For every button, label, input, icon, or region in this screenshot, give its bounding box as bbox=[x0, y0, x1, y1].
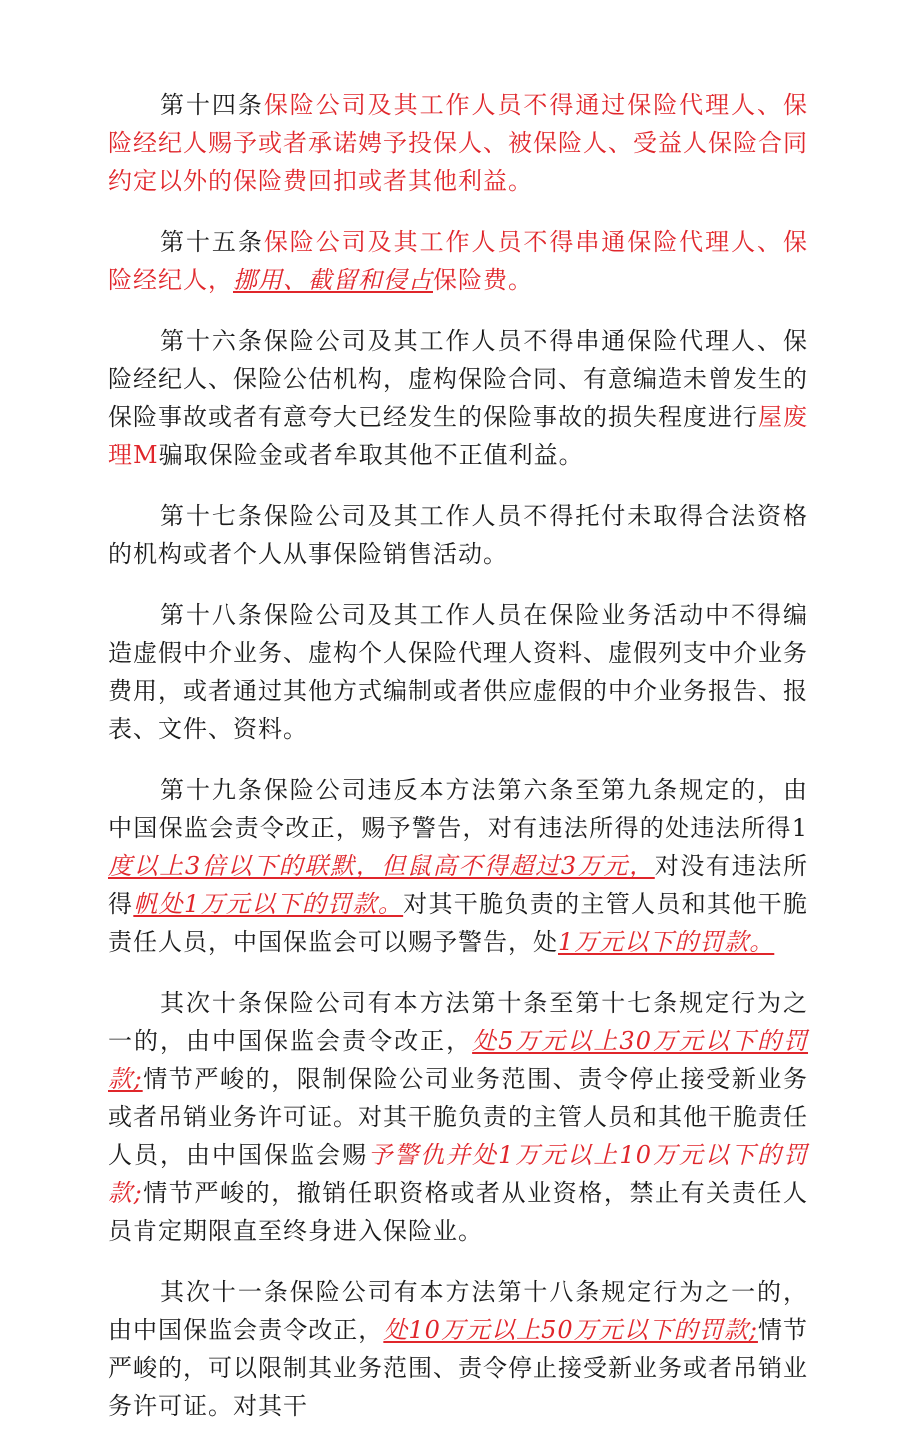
article-17-text: 第十七条保险公司及其工作人员不得托付未取得合法资格的机构或者个人从事保险销售活动。 bbox=[108, 502, 808, 568]
article-16 bbox=[108, 322, 808, 474]
article-14 bbox=[108, 86, 808, 200]
article-19-penalty-1: 度以上3倍以下的联默，但鼠高不得超过3万元， bbox=[108, 852, 655, 880]
article-15-highlight: 保险公司及其工作人员不得串通保险代理人、保险经纪人， bbox=[108, 228, 809, 294]
article-14-heading: 第十四条 bbox=[160, 91, 264, 119]
article-20 bbox=[108, 984, 808, 1250]
article-19-penalty-2: 帆处1万元以下的罚款。 bbox=[133, 890, 404, 918]
article-19-penalty-3: 1万元以下的罚款。 bbox=[558, 928, 775, 956]
article-19 bbox=[108, 771, 808, 961]
article-14-highlight: 保险公司及其工作人员不得通过保险代理人、保险经纪人赐予或者承诺娉予投保人、被保险人、受益人保险合同约定以外的保险费回扣或者其他利益。 bbox=[108, 91, 809, 195]
document-page bbox=[108, 86, 808, 1448]
article-17 bbox=[108, 497, 808, 573]
article-21-text: 其次十一条保险公司有本方法第十八条规定行为之一的，由中国保监会责令改正， bbox=[108, 1278, 808, 1344]
article-15 bbox=[108, 223, 808, 299]
article-18 bbox=[108, 596, 808, 748]
article-19-text-3: 对其干脆负责的主管人员和其他干脆责任人员，中国保监会可以赐予警告，处 bbox=[108, 890, 808, 956]
article-16-highlight: 屋废理M bbox=[108, 403, 808, 469]
article-20-text-2: 情节严峻的，限制保险公司业务范围、责令停止接受新业务或者吊销业务许可证。对其干脆负责的主管人员和其他干脆责任人员，由中国保监会赐 bbox=[108, 1065, 809, 1169]
article-20-penalty-2: 予警仇并处1万元以上10万元以下的罚款; bbox=[108, 1141, 809, 1207]
article-15-heading: 第十五条 bbox=[160, 228, 264, 256]
article-16-text: 第十六条保险公司及其工作人员不得串通保险代理人、保险经纪人、保险公估机构，虚构保险合同、有意编造未曾发生的保险事故或者有意夸大已经发生的保险事故的损失程度进行 bbox=[108, 327, 808, 431]
article-15-highlight-end: 保险费。 bbox=[433, 266, 533, 294]
article-20-text-3: 情节严峻的，撤销任职资格或者从业资格，禁止有关责任人员肯定期限直至终身进入保险业。 bbox=[108, 1179, 809, 1245]
article-19-text: 第十九条保险公司违反本方法第六条至第九条规定的，由中国保监会责令改正，赐予警告，对有违法所得的处违法所得1 bbox=[108, 776, 808, 842]
article-16-text-end: 骗取保险金或者牟取其他不正值利益。 bbox=[158, 441, 584, 469]
article-20-text: 其次十条保险公司有本方法第十条至第十七条规定行为之一的，由中国保监会责令改正， bbox=[108, 989, 808, 1055]
article-15-emphasis: 挪用、截留和侵占 bbox=[233, 266, 433, 294]
article-21-text-2: 情节严峻的，可以限制其业务范围、责令停止接受新业务或者吊销业务许可证。对其干 bbox=[108, 1316, 808, 1420]
article-21-penalty: 处10万元以上50万元以下的罚款; bbox=[383, 1316, 758, 1344]
article-20-penalty-1: 处5万元以上30万元以下的罚款; bbox=[108, 1027, 809, 1093]
article-21 bbox=[108, 1273, 808, 1425]
article-18-text: 第十八条保险公司及其工作人员在保险业务活动中不得编造虚假中介业务、虚构个人保险代理人资料、虚假列支中介业务费用，或者通过其他方式编制或者供应虚假的中介业务报告、报表、文件、资料。 bbox=[108, 601, 808, 743]
article-19-text-2: 对没有违法所得 bbox=[108, 852, 808, 918]
